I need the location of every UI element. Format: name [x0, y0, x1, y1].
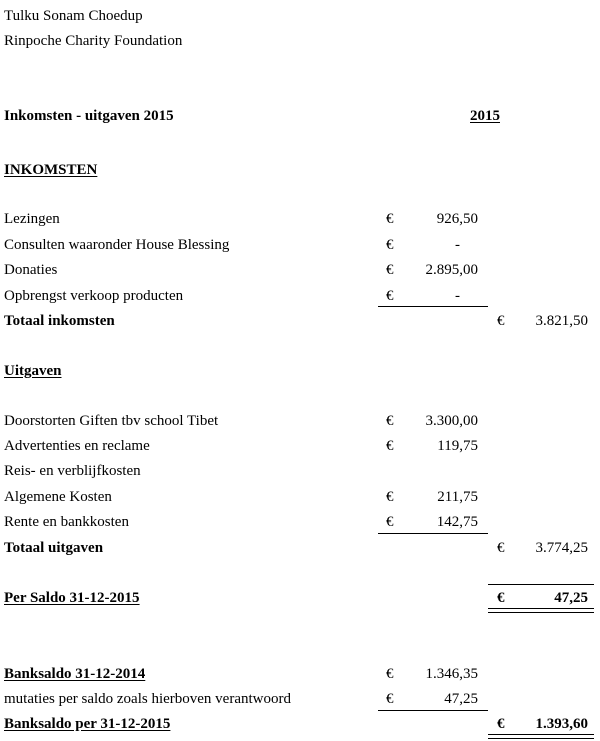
foundation-name-line1: Tulku Sonam Choedup — [4, 8, 143, 24]
bank-opening-label: Banksaldo 31-12-2014 — [4, 666, 146, 682]
report-title: Inkomsten - uitgaven 2015 — [4, 108, 174, 124]
currency-symbol: € — [386, 288, 394, 304]
saldo-double-rule — [488, 608, 594, 613]
bank-mutation-label: mutaties per saldo zoals hierboven verantwoord — [4, 691, 291, 707]
expense-item-amount: 211,75 — [437, 489, 478, 505]
currency-symbol: € — [386, 691, 394, 707]
expense-item-amount: 142,75 — [436, 514, 478, 530]
bank-opening-amount: 1.346,35 — [425, 666, 478, 682]
income-item-label: Lezingen — [4, 211, 60, 227]
bank-closing-label: Banksaldo per 31-12-2015 — [4, 716, 171, 732]
foundation-name-line2: Rinpoche Charity Foundation — [4, 33, 183, 49]
subtotal-rule — [378, 306, 488, 307]
currency-symbol: € — [497, 716, 505, 732]
expenses-heading: Uitgaven — [4, 363, 62, 379]
bank-mutation-amount: 47,25 — [444, 691, 478, 707]
income-item-amount: - — [455, 237, 460, 253]
income-item-amount: - — [455, 288, 460, 304]
expense-item-label: Rente en bankkosten — [4, 514, 129, 530]
income-total-label: Totaal inkomsten — [4, 313, 115, 329]
expenses-total-amount: 3.774,25 — [535, 540, 588, 556]
saldo-amount: 47,25 — [554, 590, 588, 606]
currency-symbol: € — [497, 540, 505, 556]
expenses-total-label: Totaal uitgaven — [4, 540, 104, 556]
income-item-amount: 2.895,00 — [425, 262, 478, 278]
currency-symbol: € — [497, 313, 505, 329]
saldo-label: Per Saldo 31-12-2015 — [4, 590, 140, 606]
income-item-amount: 926,50 — [436, 211, 478, 227]
expense-item-label: Doorstorten Giften tbv school Tibet — [4, 413, 219, 429]
report-year: 2015 — [470, 108, 500, 124]
currency-symbol: € — [386, 262, 394, 278]
expense-item-label: Reis- en verblijfkosten — [4, 463, 141, 479]
income-heading: INKOMSTEN — [4, 162, 98, 178]
currency-symbol: € — [386, 211, 394, 227]
expense-item-label: Advertenties en reclame — [4, 438, 150, 454]
currency-symbol: € — [386, 514, 394, 530]
currency-symbol: € — [386, 438, 394, 454]
subtotal-rule — [378, 710, 488, 711]
currency-symbol: € — [386, 489, 394, 505]
closing-double-rule — [488, 734, 594, 739]
currency-symbol: € — [386, 413, 394, 429]
income-total-amount: 3.821,50 — [535, 313, 588, 329]
currency-symbol: € — [386, 666, 394, 682]
expense-item-amount: 3.300,00 — [425, 413, 478, 429]
bank-closing-amount: 1.393,60 — [535, 716, 588, 732]
currency-symbol: € — [386, 237, 394, 253]
expense-item-label: Algemene Kosten — [4, 489, 112, 505]
expense-item-amount: 119,75 — [437, 438, 478, 454]
income-item-label: Donaties — [4, 262, 58, 278]
income-item-label: Opbrengst verkoop producten — [4, 288, 184, 304]
subtotal-rule — [378, 533, 488, 534]
currency-symbol: € — [497, 590, 505, 606]
saldo-top-rule — [488, 584, 594, 585]
income-item-label: Consulten waaronder House Blessing — [4, 237, 230, 253]
